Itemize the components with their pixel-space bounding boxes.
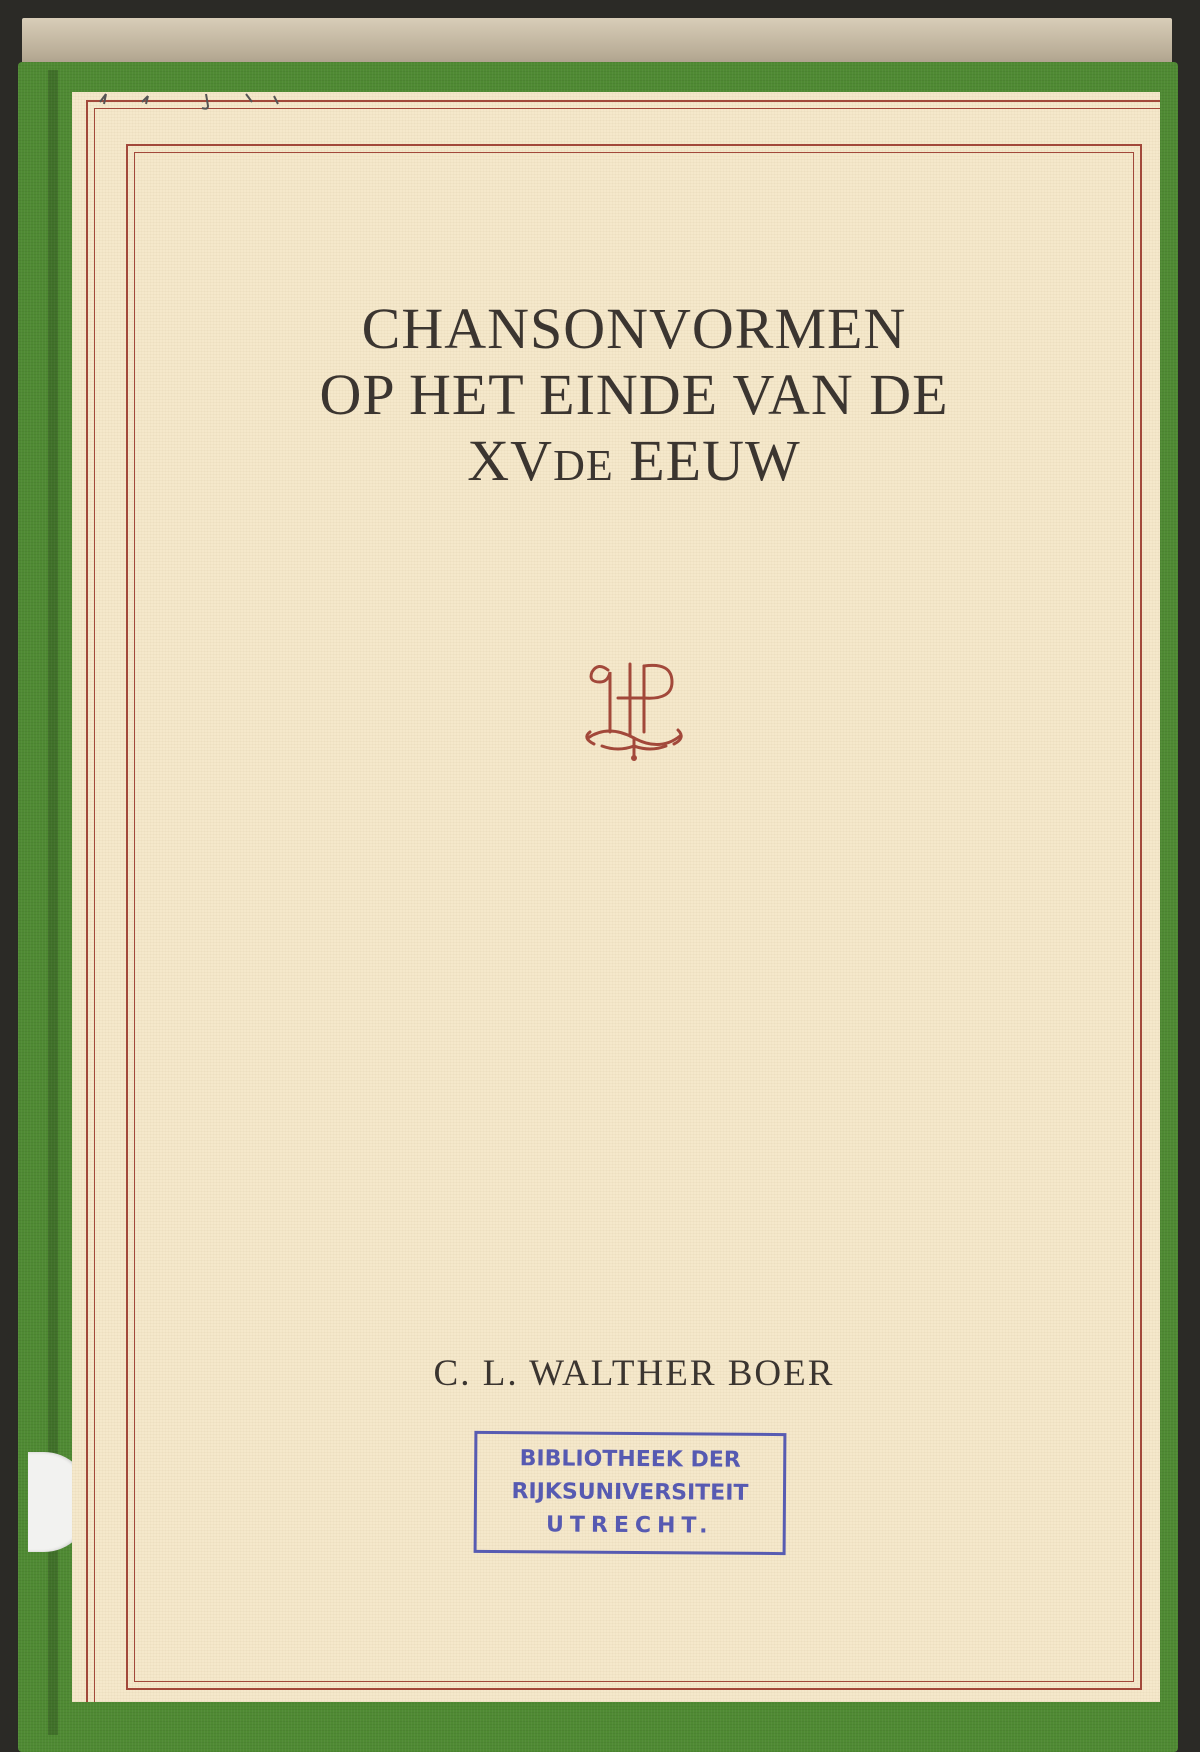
- stamp-line-1: BIBLIOTHEEK DER: [519, 1446, 741, 1473]
- title-line-3: [134, 428, 1134, 499]
- title-line-1: CHANSONVORMEN: [361, 296, 907, 361]
- title-line-3-small: DE: [553, 441, 614, 490]
- title-line-2: OP HET EINDE VAN DE: [319, 362, 949, 427]
- library-stamp: [474, 1431, 787, 1555]
- book-title: [134, 296, 1134, 499]
- pencil-marks: [96, 88, 316, 116]
- stamp-line-2: RIJKSUNIVERSITEIT: [511, 1479, 749, 1506]
- author-name: C. L. WALTHER BOER: [433, 1353, 835, 1394]
- stamp-line-3: UTRECHT.: [545, 1512, 714, 1539]
- publisher-monogram-icon: [578, 652, 690, 764]
- title-line-3-rest: EEUW: [613, 428, 801, 493]
- title-line-3-main: XV: [467, 428, 554, 493]
